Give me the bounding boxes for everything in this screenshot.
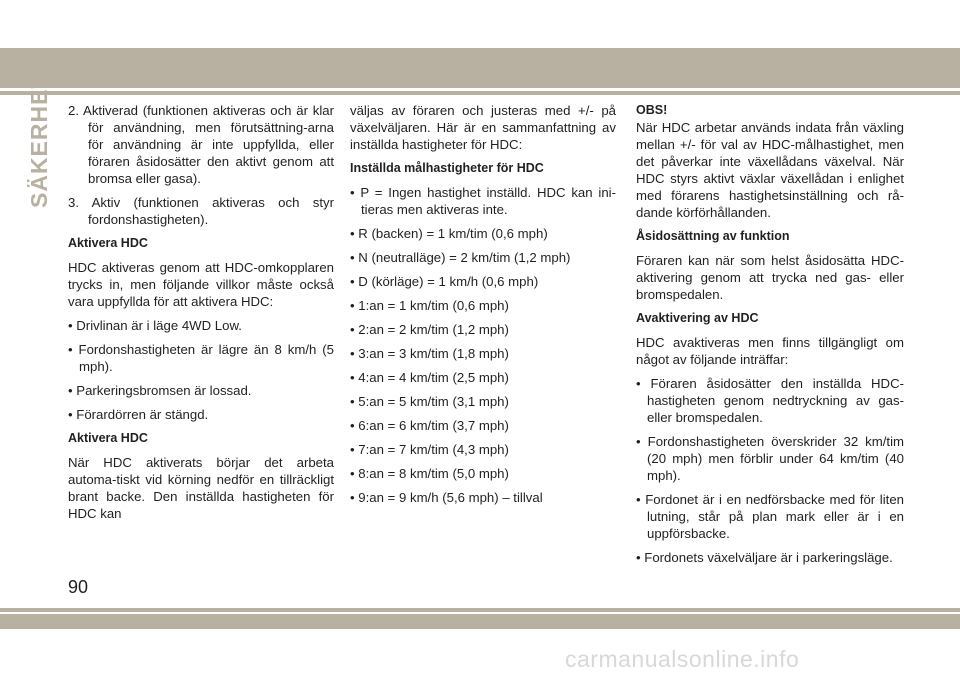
bullet-item: • Fordonet är i en nedförsbacke med för liten lutning, står på plan mark eller är i en uppförsbacke. <box>636 492 904 541</box>
bullet-item: • 7:an = 7 km/tim (4,3 mph) <box>350 442 509 457</box>
paragraph: HDC aktiveras genom att HDC-omkopplaren trycks in, men följande villkor måste också vara uppfyllda för att aktivera HDC: <box>68 260 334 309</box>
section-heading: Aktivera HDC <box>68 431 148 445</box>
watermark-text: carmanualsonline.info <box>565 646 800 672</box>
bullet-item: • P = Ingen hastighet inställd. HDC kan ini-tieras men aktiveras inte. <box>350 185 616 217</box>
bullet-item: • Föraren åsidosätter den inställda HDC-hastigheten genom nedtryckning av gas-eller bromspedalen. <box>636 376 904 425</box>
section-heading: Avaktivering av HDC <box>636 311 759 325</box>
header-band <box>0 48 960 88</box>
note-paragraph: När HDC arbetar används indata från växling mellan +/- för val av HDC-målhastighet, men det påverkar inte växellådans växelval. När HDC styrs aktivt växlar växellådan i enlighet med förarens hastighetsinställning och rå-dande körförhållanden. <box>636 120 904 220</box>
paragraph: väljas av föraren och justeras med +/- på växelväljaren. Här är en sammanfattning av inställda hastigheter för HDC: <box>350 103 616 152</box>
bullet-item: • Drivlinan är i läge 4WD Low. <box>68 318 242 333</box>
bullet-item: • Parkeringsbromsen är lossad. <box>68 383 252 398</box>
numbered-item: 2. Aktiverad (funktionen aktiveras och är klar för användning, men förutsättning-arna för användning är inte uppfyllda, eller föraren åsidosätter den aktivt genom att bromsa eller gasa). <box>68 103 334 186</box>
bullet-item: • Fordonets växelväljare är i parkeringsläge. <box>636 550 893 565</box>
paragraph: Föraren kan när som helst åsidosätta HDC-aktivering genom att trycka ned gas- eller bromspedalen. <box>636 253 904 302</box>
footer-divider <box>0 608 960 612</box>
bullet-item: • D (körläge) = 1 km/h (0,6 mph) <box>350 274 539 289</box>
footer-band <box>0 614 960 629</box>
bullet-item: • Förardörren är stängd. <box>68 407 209 422</box>
bullet-item: • 9:an = 9 km/h (5,6 mph) – tillval <box>350 490 543 505</box>
section-heading: Åsidosättning av funktion <box>636 229 790 243</box>
paragraph: När HDC aktiverats börjar det arbeta automa-tiskt vid körning nedför en tillräckligt brant backe. Den inställda hastigheten för HDC kan <box>68 455 334 521</box>
bullet-item: • 3:an = 3 km/tim (1,8 mph) <box>350 346 509 361</box>
page-number: 90 <box>68 577 89 597</box>
bullet-item: • R (backen) = 1 km/tim (0,6 mph) <box>350 226 548 241</box>
paragraph: HDC avaktiveras men finns tillgängligt om något av följande inträffar: <box>636 335 904 367</box>
section-heading: Aktivera HDC <box>68 236 148 250</box>
bullet-item: • 6:an = 6 km/tim (3,7 mph) <box>350 418 509 433</box>
bullet-item: • 2:an = 2 km/tim (1,2 mph) <box>350 322 509 337</box>
column-1 <box>68 102 334 529</box>
section-label: SÄKERHET <box>26 73 52 208</box>
bullet-item: • 5:an = 5 km/tim (3,1 mph) <box>350 394 509 409</box>
header-divider <box>0 91 960 95</box>
bullet-item: • N (neutralläge) = 2 km/tim (1,2 mph) <box>350 250 571 265</box>
bullet-item: • 1:an = 1 km/tim (0,6 mph) <box>350 298 509 313</box>
bullet-item: • 4:an = 4 km/tim (2,5 mph) <box>350 370 509 385</box>
bullet-item: • Fordonshastigheten överskrider 32 km/tim (20 mph) men förblir under 64 km/tim (40 mph). <box>636 434 904 483</box>
column-3 <box>636 102 904 573</box>
section-heading: Inställda målhastigheter för HDC <box>350 161 544 175</box>
bullet-item: • 8:an = 8 km/tim (5,0 mph) <box>350 466 509 481</box>
bullet-item: • Fordonshastigheten är lägre än 8 km/h (5 mph). <box>68 342 334 374</box>
numbered-item: 3. Aktiv (funktionen aktiveras och styr fordonshastigheten). <box>68 195 334 227</box>
column-2 <box>350 102 616 513</box>
note-heading: OBS! <box>636 103 668 117</box>
